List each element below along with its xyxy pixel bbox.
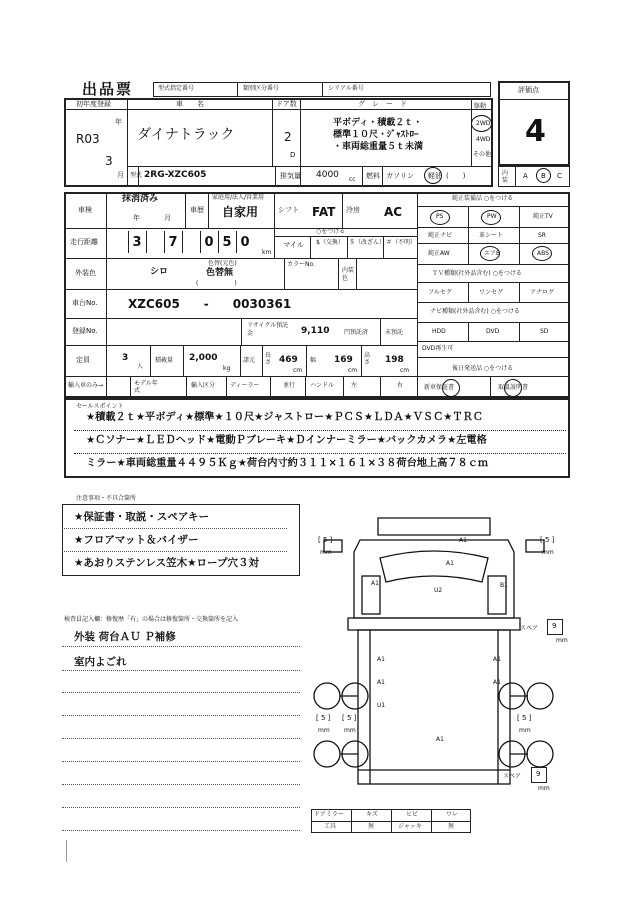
first-reg-year: R03 (76, 132, 100, 146)
hgt-value: 198 (385, 355, 404, 365)
equip-ps: PS (436, 213, 444, 220)
equip-navi: 純正ナビ (428, 232, 453, 239)
interior-label: 内装 (502, 170, 509, 184)
handle-label: ハンドル (310, 382, 335, 389)
drive-2wd: 2WD (476, 120, 491, 127)
tire-fl-depth: [ 5 ] (318, 536, 333, 544)
spare-value-1: 9 (552, 622, 557, 630)
tire-rl2-depth: [ 5 ] (342, 714, 357, 722)
legend-r1: 工具 (324, 823, 337, 830)
navi-sd: SD (540, 328, 549, 335)
tire-fr-depth: [ 5 ] (540, 536, 555, 544)
interior-b: B (541, 172, 546, 180)
notes-line-3: ★あおりステンレス笠木★ロープ穴３対 (74, 557, 259, 569)
recycle-label: リサイクル預託金 (247, 322, 289, 337)
dmg-right-door: B1 (500, 582, 508, 589)
shaken-label: 車検 (78, 206, 92, 214)
equip-abs: ABS (537, 250, 549, 257)
later-manual: 取扱説明書 (498, 384, 529, 391)
dmg-left-side-3: U1 (377, 702, 386, 709)
fuel-label: 燃料 (366, 172, 380, 180)
shaken-month: 月 (164, 214, 171, 222)
interior-a: A (523, 172, 528, 180)
wid-label: 幅 (310, 357, 317, 364)
later-manual-circle (504, 379, 522, 397)
spare-label-2: スペア (503, 773, 522, 780)
legend-h1: ドアミラー (314, 811, 344, 818)
load-label: 積載量 (155, 357, 174, 364)
tire-rl2-value: 5 (346, 714, 352, 722)
equip-airbag: エアB (484, 250, 501, 257)
ac-label: 冷房 (346, 206, 360, 214)
tire-rr-value: 5 (521, 714, 527, 722)
tire-rl2-unit: mm (344, 727, 356, 734)
tire-rl-value: 5 (320, 714, 326, 722)
shift-value: FAT (312, 205, 336, 219)
legend-h2: キズ (366, 811, 378, 818)
tv-analog: アナログ (530, 289, 555, 296)
doors-label: ドア数 (276, 100, 297, 108)
chassis-label: 車台No. (72, 299, 98, 307)
sheet-title: 出品票 (82, 80, 134, 98)
equip-pw: PW (487, 213, 497, 220)
disp-label: 排気量 (280, 172, 301, 180)
equipment-title: 純正装備品 ○をつける (452, 195, 514, 202)
dmg-bed: A1 (436, 736, 444, 743)
fuel-diesel: 軽油 (428, 172, 442, 180)
drive-other: その他 (473, 151, 492, 158)
dims-label: 諸元 (243, 357, 256, 364)
hgt-unit: cm (400, 367, 410, 374)
tire-fr-value: 5 (544, 536, 550, 544)
sales-line-3: ミラー★車両総重量４４９５Ｋｇ★荷台内寸約３１１×１６１×３８荷台地上高７８ｃｍ (86, 458, 489, 469)
grade-line-1: 平ボディ・積載２ｔ・ (333, 118, 423, 128)
hgt-label: 高さ (364, 352, 371, 366)
car-name-label: 車 名 (176, 100, 204, 108)
legend-r2: 無 (368, 823, 375, 830)
tire-rl-depth: [ 5 ] (316, 714, 331, 722)
sales-label: セールスポイント (76, 403, 124, 410)
legend-h3: ヒビ (406, 811, 419, 818)
tire-fr-unit: mm (542, 549, 554, 556)
odometer-digit: 0 (200, 231, 217, 253)
notes-line-1: ★保証書・取説・スペアキー (74, 511, 209, 523)
interior-b-circle (536, 168, 551, 183)
color-no-label: カラーNo. (287, 261, 315, 268)
history-value: 自家用 (222, 205, 259, 219)
color-change-value: 色替無 (206, 268, 234, 278)
vehicle-damage-diagram (300, 500, 570, 810)
class-label: 類別区分番号 (243, 85, 280, 92)
equip-leather: 革シート (479, 232, 504, 239)
fuel-circle (424, 167, 442, 184)
car-name: ダイナトラック (137, 127, 235, 143)
dmg-right-side: A1 (493, 656, 501, 663)
color-label: 外装色 (75, 269, 96, 277)
mileage-label: 走行距離 (70, 238, 98, 246)
equip-pw-circle (481, 210, 501, 225)
score-label: 評価点 (518, 86, 539, 94)
year-suffix: 年 (115, 118, 122, 126)
capacity-label: 定員 (76, 356, 90, 364)
handle-right: 右 (397, 382, 404, 389)
equip-ps-circle (430, 210, 450, 225)
odometer-digit: 0 (236, 231, 253, 253)
len-unit: cm (293, 367, 303, 374)
import-dealer: ディーラー (230, 382, 260, 389)
odometer-digit: 3 (128, 231, 145, 253)
sales-line-1: ★積載２ｔ★平ボディ★標準★１０尺★ジャストロー★ＰＣＳ★ＬＤＡ★ＶＳＣ★ＴＲＣ (86, 412, 483, 423)
dmg-left-side-2: A1 (377, 679, 385, 686)
sales-line-2: ★Ｃソナー★ＬＥＤヘッド★電動Ｐブレーキ★Ｄインナーミラー★バックカメラ★左電格 (86, 435, 487, 446)
chassis-value: XZC605 - 0030361 (128, 297, 292, 311)
legend-r3: ジャッキ (398, 823, 422, 830)
color-paren: ( ) (196, 280, 237, 287)
doors-value: 2 (284, 130, 292, 144)
wid-value: 169 (334, 355, 353, 365)
navi-hdd: HDD (432, 328, 446, 335)
import-parallel: 並行 (283, 382, 296, 389)
dmg-front: A1 (459, 537, 467, 544)
shaken-value: 抹消済み (122, 194, 159, 204)
wid-unit: cm (348, 367, 358, 374)
odometer-digit (110, 231, 126, 253)
interior-c: C (557, 172, 562, 180)
shift-label: シフト (278, 206, 299, 214)
fuel-gas: ガソリン (386, 172, 414, 180)
history-label: 車歴 (190, 206, 204, 214)
len-value: 469 (279, 355, 298, 365)
dmg-windshield: A1 (446, 560, 454, 567)
dvd-play: DVD再生可 (422, 345, 454, 352)
dmg-right-side-2: A1 (493, 679, 501, 686)
odometer-digit: 7 (164, 231, 181, 253)
legend-h4: ワレ (446, 811, 459, 818)
model-value: 2RG-XZC605 (144, 170, 207, 180)
month-suffix: 月 (117, 171, 124, 179)
color-value: シロ (150, 267, 169, 277)
recycle-none: 未預託 (385, 329, 404, 336)
model-year-label: モデル年式 (134, 380, 158, 394)
odometer-digit (146, 231, 163, 253)
dmg-left-door: A1 (371, 580, 379, 587)
disp-value: 4000 (316, 170, 339, 180)
score-value: 4 (525, 114, 546, 149)
notes-label: 注意事項・不具合箇所 (76, 495, 137, 502)
grade-label: グ レ ー ド (358, 100, 407, 108)
capacity-value: 3 (122, 353, 129, 363)
drive-4wd: 4WD (476, 136, 491, 143)
navi-dvd: DVD (486, 328, 500, 335)
import-label: 輸入車のみ→ (68, 382, 104, 389)
spare-label-1: スペア (520, 625, 539, 632)
tire-fl-unit: mm (320, 549, 332, 556)
equip-abs-circle (532, 246, 552, 261)
disp-unit: cc (349, 176, 356, 183)
meter-unknown: ＃（不明） (385, 239, 416, 246)
mileage-unit: km (262, 249, 272, 256)
load-value: 2,000 (189, 353, 218, 363)
later-title: 後日発送品 ○をつける (452, 365, 514, 372)
tv-oneseg: ワンセグ (479, 289, 504, 296)
first-reg-month: 3 (105, 154, 113, 168)
meter-swap: $（交換） (316, 239, 344, 246)
tire-rr-unit: mm (519, 727, 531, 734)
spare-value-2: 9 (536, 770, 541, 778)
equip-sr: SR (538, 232, 546, 239)
reg-model-label: 型式指定番号 (158, 85, 195, 92)
equip-airbag-circle (480, 246, 500, 261)
odometer-digit: 5 (218, 231, 235, 253)
spare-unit-2: mm (538, 785, 550, 792)
shaken-year: 年 (133, 214, 140, 222)
tv-fullseg: フルセグ (428, 289, 452, 296)
interior-color-label: 内装色 (342, 267, 355, 282)
fuel-paren: ( ) (446, 172, 466, 180)
recycle-unit: 円預託済 (344, 329, 369, 336)
later-warranty: 新車保証書 (424, 384, 455, 391)
first-reg-label: 初年度登録 (76, 100, 111, 108)
inspector-line-2: 室内よごれ (74, 656, 127, 668)
equip-tv: 純正TV (533, 213, 553, 220)
color-change-label: 色替(元色) (208, 260, 237, 267)
reg-no-label: 登録No. (72, 327, 98, 335)
ac-value: AC (384, 205, 403, 219)
meter-tamper: ＄（改ざん） (349, 239, 386, 246)
drive-2wd-circle (471, 115, 492, 132)
inspector-line-1: 外装 荷台ＡＵ Ｐ補修 (74, 631, 176, 643)
equip-aw: 純正AW (428, 250, 450, 257)
len-label: 長さ (265, 352, 272, 366)
import-cat-label: 輸入区分 (191, 382, 216, 389)
load-unit: kg (223, 365, 231, 372)
dmg-roof: U2 (434, 587, 443, 594)
legend-r4: 無 (448, 823, 455, 830)
spare-unit-1: mm (556, 637, 568, 644)
tv-title: ＴＶ種類(社外品含む) ○をつける (432, 270, 522, 277)
navi-title: ナビ種類(社外品含む) ○をつける (430, 308, 520, 315)
grade-line-2: 標準１０尺・ｼﾞｬｽﾄﾛｰ (333, 130, 419, 140)
drive-label: 駆動 (474, 103, 487, 110)
history-options: 家庭用/法人/営業用 (212, 194, 265, 201)
inspector-label: 検査員記入欄：修復歴「有」の場合は修復箇所・交換箇所を記入 (64, 616, 239, 623)
tire-fl-value: 5 (322, 536, 328, 544)
meter-label: マイル (283, 241, 304, 249)
dmg-left-side-1: A1 (377, 656, 385, 663)
doors-code: D (290, 151, 296, 159)
notes-line-2: ★フロアマット＆バイザー (74, 534, 199, 546)
meter-note: ○をつける (316, 228, 346, 235)
recycle-value: 9,110 (301, 326, 330, 336)
tire-rr-depth: [ 5 ] (517, 714, 532, 722)
grade-line-3: ・車両総重量５ｔ未満 (333, 142, 424, 152)
odometer-digit (182, 231, 199, 253)
serial-label: シリアル番号 (328, 85, 364, 92)
handle-left: 左 (351, 382, 358, 389)
capacity-unit: 人 (137, 363, 144, 370)
later-warranty-circle (442, 379, 460, 397)
model-label: 型式 (130, 172, 143, 179)
tire-rl-unit: mm (318, 727, 330, 734)
